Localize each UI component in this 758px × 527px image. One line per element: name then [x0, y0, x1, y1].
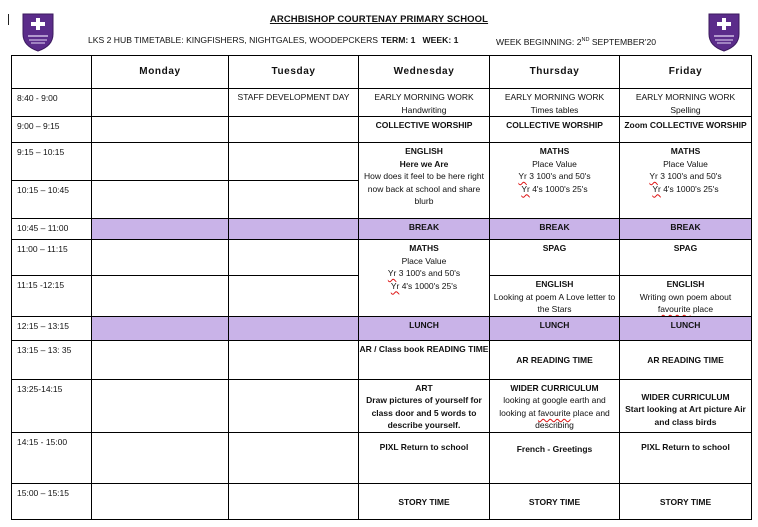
- table-row: [12, 143, 752, 181]
- wed-cell: PIXL Return to school: [359, 432, 490, 483]
- table-row: [12, 89, 752, 117]
- fri-cell: STORY TIME: [620, 483, 752, 519]
- spellcheck-word: Yr: [521, 183, 530, 194]
- mon-cell: [92, 240, 229, 276]
- cell-text: looking at google earth and looking at: [499, 395, 606, 418]
- break-row: [12, 219, 752, 240]
- mon-cell: [92, 379, 229, 432]
- cell-line: How does it feel to be here right now back at school and share blurb: [363, 171, 484, 207]
- spellcheck-word: Yr: [390, 280, 400, 291]
- fri-cell: [620, 276, 752, 317]
- time-cell: 13:25-14:15: [12, 379, 92, 432]
- time-cell: 14:15 - 15:00: [12, 432, 92, 483]
- cell-line: [359, 267, 489, 280]
- mon-cell: [92, 219, 229, 240]
- tue-cell: [229, 340, 359, 379]
- mon-cell: [92, 340, 229, 379]
- cell-line: Times tables: [530, 104, 579, 115]
- day-wednesday: Wednesday: [359, 56, 490, 89]
- table-row: [12, 483, 752, 519]
- time-cell: 12:15 – 13:15: [12, 316, 92, 340]
- cell-line: Place Value: [532, 158, 577, 169]
- mon-cell: [92, 316, 229, 340]
- cell-line: [490, 183, 619, 196]
- thu-cell: BREAK: [490, 219, 620, 240]
- cell-line: Looking at poem A Love letter to the Stars: [493, 291, 616, 315]
- tue-cell: [229, 181, 359, 219]
- thu-cell: [490, 89, 620, 117]
- spellcheck-word: Yr: [518, 171, 527, 182]
- table-row: [12, 117, 752, 143]
- tue-cell: [229, 316, 359, 340]
- tue-cell: [229, 276, 359, 317]
- time-cell: 9:15 – 10:15: [12, 143, 92, 181]
- cell-text: 4's 1000's 25's: [529, 183, 588, 194]
- wed-cell: COLLECTIVE WORSHIP: [359, 117, 490, 143]
- wed-cell: AR / Class book READING TIME: [359, 340, 490, 379]
- tue-cell: [229, 240, 359, 276]
- table-row: [12, 240, 752, 276]
- wed-cell: [359, 143, 490, 219]
- mon-cell: [92, 143, 229, 181]
- timetable: [11, 55, 752, 520]
- table-row: [12, 340, 752, 379]
- cell-line: [490, 170, 619, 183]
- wed-cell: [359, 89, 490, 117]
- cell-line: ENGLISH: [666, 279, 705, 290]
- spellcheck-word: Yr: [387, 268, 397, 279]
- cell-text: 4's 1000's 25's: [660, 183, 719, 194]
- tue-cell: STAFF DEVELOPMENT DAY: [229, 89, 359, 117]
- day-monday: Monday: [92, 56, 229, 89]
- thu-cell: AR READING TIME: [490, 340, 620, 379]
- fri-cell: [620, 379, 752, 432]
- thu-cell: French - Greetings: [490, 432, 620, 483]
- spellcheck-word: favourite: [537, 407, 571, 418]
- cell-text: 3 100's and 50's: [396, 268, 461, 279]
- cell-line: Draw pictures of yourself for class door and 5 words to describe yourself.: [366, 395, 482, 431]
- cell-line: Start looking at Art picture Air and class birds: [625, 404, 746, 427]
- fri-cell: SPAG: [620, 240, 752, 276]
- term-week: TERM: 1 WEEK: 1: [381, 35, 459, 45]
- cell-line: MATHS: [670, 146, 701, 157]
- cell-text: place: [690, 304, 714, 315]
- wed-cell: BREAK: [359, 219, 490, 240]
- cell-line: [620, 303, 751, 316]
- thu-cell: COLLECTIVE WORSHIP: [490, 117, 620, 143]
- time-cell: 11:00 – 11:15: [12, 240, 92, 276]
- cell-text: 3 100's and 50's: [657, 171, 722, 182]
- cell-line: ENGLISH: [405, 146, 443, 157]
- mon-cell: [92, 181, 229, 219]
- week-beginning-suffix: SEPTEMBER'20: [589, 37, 657, 47]
- cell-line: EARLY MORNING WORK: [504, 92, 605, 103]
- tue-cell: [229, 219, 359, 240]
- fri-cell: PIXL Return to school: [620, 432, 752, 483]
- cell-line: ART: [415, 382, 433, 393]
- fri-cell: [620, 89, 752, 117]
- day-friday: Friday: [620, 56, 752, 89]
- lunch-row: [12, 316, 752, 340]
- time-cell: 11:15 -12:15: [12, 276, 92, 317]
- fri-cell: BREAK: [620, 219, 752, 240]
- spellcheck-word: favourite: [657, 304, 691, 315]
- cell-line: [620, 183, 751, 196]
- table-row: [12, 379, 752, 432]
- cell-text: 4's 1000's 25's: [399, 280, 458, 291]
- spellcheck-word: Yr: [649, 171, 658, 182]
- fri-cell: AR READING TIME: [620, 340, 752, 379]
- mon-cell: [92, 117, 229, 143]
- cell-line: EARLY MORNING WORK: [374, 92, 474, 103]
- cell-line: Writing own poem about: [639, 291, 732, 302]
- cell-line: [620, 170, 751, 183]
- day-tuesday: Tuesday: [229, 56, 359, 89]
- cell-line: [359, 280, 489, 293]
- time-cell: 10:15 – 10:45: [12, 181, 92, 219]
- fri-cell: Zoom COLLECTIVE WORSHIP: [620, 117, 752, 143]
- wed-cell: [359, 240, 490, 317]
- fri-cell: [620, 143, 752, 219]
- thu-cell: LUNCH: [490, 316, 620, 340]
- cell-line: MATHS: [409, 243, 439, 254]
- tue-cell: [229, 117, 359, 143]
- tue-cell: [229, 143, 359, 181]
- time-cell: 13:15 – 13: 35: [12, 340, 92, 379]
- mon-cell: [92, 483, 229, 519]
- table-row: [12, 432, 752, 483]
- time-cell: 15:00 – 15:15: [12, 483, 92, 519]
- cell-line: Place Value: [401, 255, 447, 266]
- fri-cell: LUNCH: [620, 316, 752, 340]
- cell-line: Spelling: [670, 104, 701, 115]
- time-cell: 10:45 – 11:00: [12, 219, 92, 240]
- cell-line: Handwriting: [401, 104, 447, 115]
- thu-cell: STORY TIME: [490, 483, 620, 519]
- mon-cell: [92, 276, 229, 317]
- week-beginning-prefix: WEEK BEGINNING: 2: [496, 37, 582, 47]
- tue-cell: [229, 432, 359, 483]
- thu-cell: SPAG: [490, 240, 620, 276]
- cell-text: place and describing: [535, 407, 610, 431]
- time-cell: 8:40 - 9:00: [12, 89, 92, 117]
- cell-line: ENGLISH: [535, 279, 574, 290]
- week-beginning-sup: ND: [581, 37, 590, 44]
- cell-line: WIDER CURRICULUM: [641, 391, 730, 402]
- thu-cell: [490, 276, 620, 317]
- spellcheck-word: Yr: [652, 183, 661, 194]
- wed-cell: STORY TIME: [359, 483, 490, 519]
- mon-cell: [92, 432, 229, 483]
- wed-cell: [359, 379, 490, 432]
- day-thursday: Thursday: [490, 56, 620, 89]
- cell-line: WIDER CURRICULUM: [510, 382, 599, 393]
- cell-line: Here we Are: [399, 158, 449, 169]
- cell-line: MATHS: [539, 146, 570, 157]
- day-header-row: [12, 56, 752, 89]
- mon-cell: [92, 89, 229, 117]
- wed-cell: LUNCH: [359, 316, 490, 340]
- cell-line: EARLY MORNING WORK: [635, 92, 736, 103]
- cell-text: 3 100's and 50's: [526, 171, 591, 182]
- cell-line: Place Value: [663, 158, 708, 169]
- thu-cell: [490, 143, 620, 219]
- thu-cell: [490, 379, 620, 432]
- cell-line: [490, 394, 619, 432]
- time-cell: 9:00 – 9:15: [12, 117, 92, 143]
- timetable-label: LKS 2 HUB TIMETABLE: KINGFISHERS, NIGHTGALES, WOODEPCKERS: [88, 35, 379, 45]
- school-title: ARCHBISHOP COURTENAY PRIMARY SCHOOL: [269, 14, 489, 25]
- corner-cell: [12, 56, 92, 89]
- tue-cell: [229, 483, 359, 519]
- tue-cell: [229, 379, 359, 432]
- week-beginning: [496, 35, 656, 47]
